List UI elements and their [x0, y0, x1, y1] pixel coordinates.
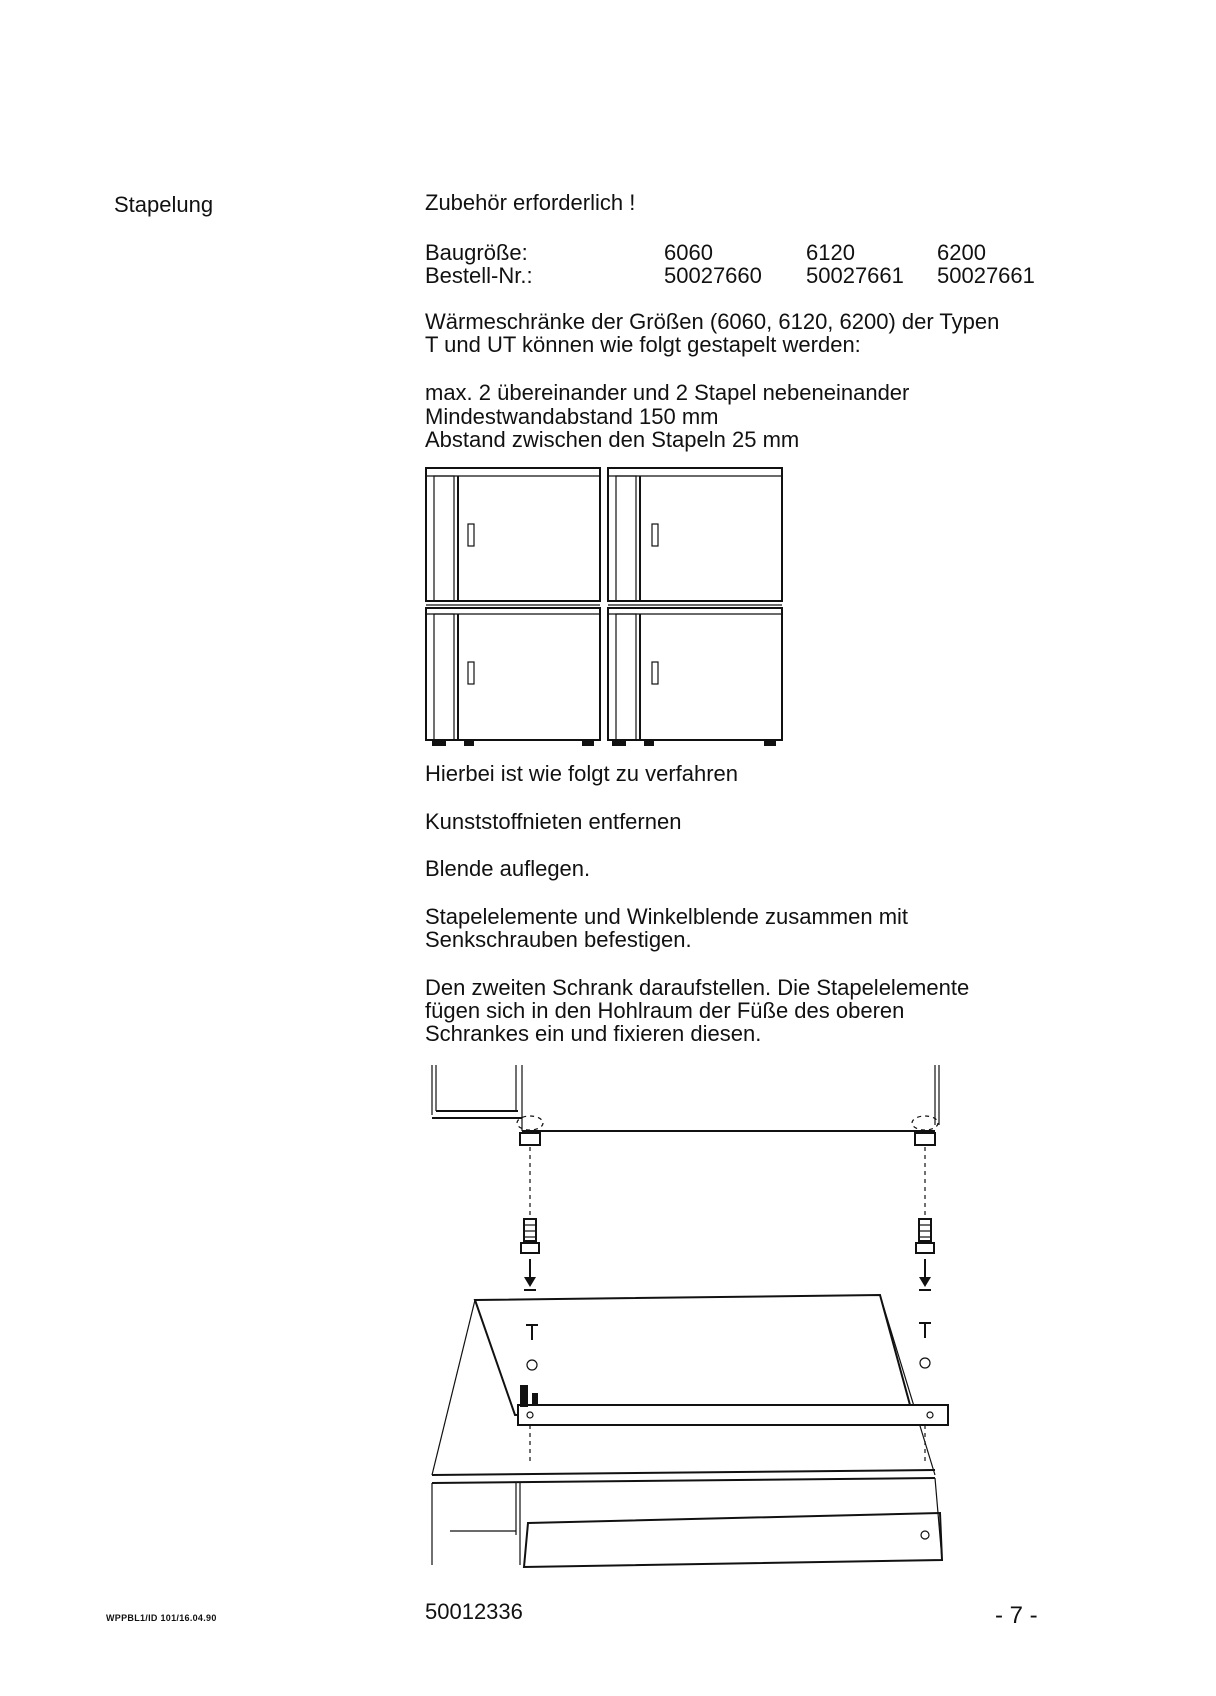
footer-code: WPPBL1/ID 101/16.04.90	[106, 1613, 217, 1623]
step-3-line-2: Senkschrauben befestigen.	[425, 927, 692, 952]
spec-order-6060: 50027660	[664, 263, 762, 288]
rule-line-2: Mindestwandabstand 150 mm	[425, 404, 719, 429]
rule-line-3: Abstand zwischen den Stapeln 25 mm	[425, 427, 800, 452]
step-2-line-1: Blende auflegen.	[425, 856, 591, 881]
step-4-line-2: fügen sich in den Hohlraum der Füße des oberen	[425, 998, 905, 1023]
spec-label-size: Baugröße:	[425, 240, 528, 265]
stack-illustration	[420, 462, 800, 752]
side-heading: Stapelung	[114, 192, 214, 217]
spec-order-6200: 50027661	[937, 263, 1035, 288]
upper-cabinet	[432, 1065, 939, 1131]
footer-doc-number: 50012336	[425, 1599, 523, 1624]
lower-cabinet	[432, 1295, 948, 1567]
spec-size-6060: 6060	[664, 240, 713, 265]
stacking-element-right	[916, 1219, 934, 1290]
rule-line-1: max. 2 übereinander und 2 Stapel nebeneinander	[425, 380, 910, 405]
spec-size-6200: 6200	[937, 240, 986, 265]
stack-left	[426, 468, 600, 746]
assembly-illustration	[420, 1055, 990, 1585]
step-1-line-1: Kunststoffnieten entfernen	[425, 809, 682, 834]
spec-order-6120: 50027661	[806, 263, 904, 288]
stack-right	[608, 468, 782, 746]
section-title: Zubehör erforderlich !	[425, 190, 636, 215]
step-4-line-1: Den zweiten Schrank daraufstellen. Die Stapelelemente	[425, 975, 970, 1000]
spec-label-order: Bestell-Nr.:	[425, 263, 533, 288]
spec-size-6120: 6120	[806, 240, 855, 265]
procedure-intro: Hierbei ist wie folgt zu verfahren	[425, 761, 739, 786]
stacking-element-left	[521, 1219, 539, 1290]
intro-line-1: Wärmeschränke der Größen (6060, 6120, 6200) der Typen	[425, 309, 1000, 334]
step-4-line-3: Schrankes ein und fixieren diesen.	[425, 1021, 762, 1046]
step-3-line-1: Stapelelemente und Winkelblende zusammen mit	[425, 904, 909, 929]
footer-page-number: - 7 -	[995, 1602, 1038, 1629]
intro-line-2: T und UT können wie folgt gestapelt werden:	[425, 332, 861, 357]
